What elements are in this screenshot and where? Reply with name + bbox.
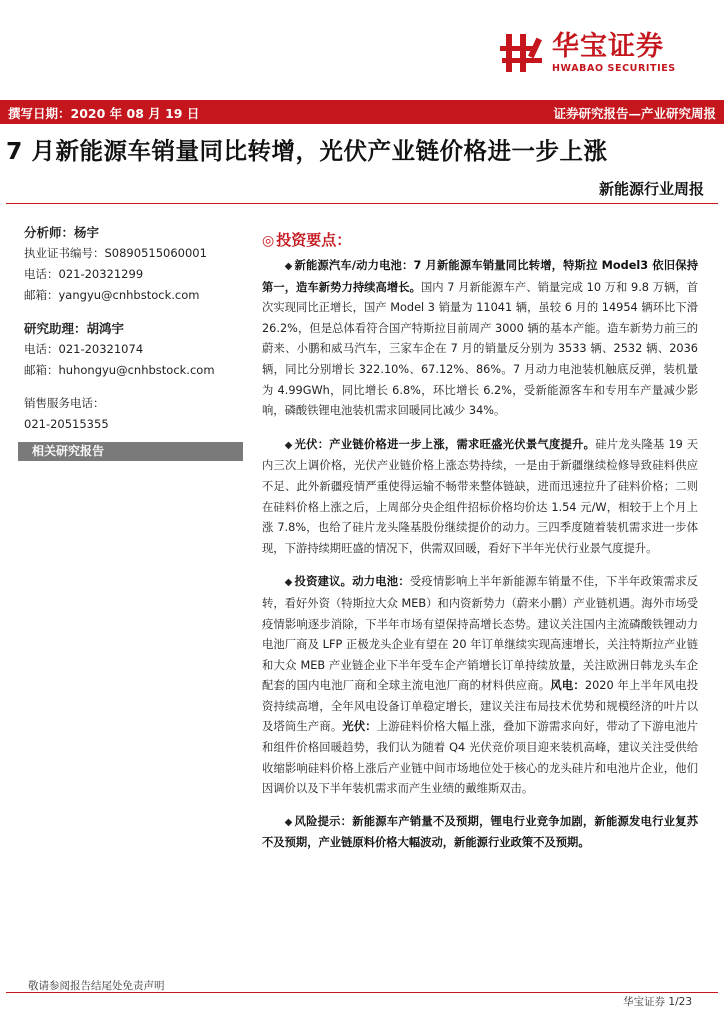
section-heading bbox=[262, 228, 698, 252]
header-meta bbox=[0, 104, 724, 124]
page-number: 华宝证券 1/23 bbox=[623, 996, 692, 1008]
wind-body: 2020 年上半年风电投资持续高增，全年风电设备订单稳定增长，建议关注布局技术优势和规模经济的叶片以及塔筒生产商。 bbox=[262, 679, 698, 734]
point-body: 国内 7 月新能源车产、销量完成 10 万和 9.8 万辆，首次实现同比正增长，国产 Model 3 销量为 11041 辆，虽较 6 月的 14954 辆环比下滑 26.2%，但是总体看符合国产特斯拉目前周产 3000 辆的基本产能。造车新势力前三的蔚来、小鹏和威马汽车，三家车企在 7 月的销量反分别为 3533 辆、2532 辆、2036 辆，同比分别增长 322.10%、67.12%、86%。7 月动力电池装机触底反弹，装机量为 4.99GWh，同比增长 6.8%，环比增长 6.2%，受新能源客车和专用车产量减少影响，磷酸铁锂电池装机需求回暖同比减少 34%。 bbox=[262, 280, 698, 418]
report-subtitle: 新能源行业周报 bbox=[598, 180, 704, 198]
pv-body: 上游硅料价格大幅上涨，叠加下游需求向好，带动了下游电池片和组件价格回暖趋势，我们认为随着 Q4 光伏竞价项目迎来装机高峰，建议关注受供给收缩影响硅料价格上涨后产业链中间市场地位处于核心的龙头硅片和电池片企业，他们因调价以及下半年装机需求而产生业绩的戴维斯双击。 bbox=[262, 720, 698, 796]
report-date: 撰写日期：2020 年 08 月 19 日 bbox=[8, 106, 200, 121]
point-risk-warning bbox=[262, 812, 698, 854]
diamond-bullet-icon: ◆ bbox=[284, 261, 293, 272]
title-divider bbox=[6, 203, 718, 204]
logo-english-name: HWABAO SECURITIES bbox=[552, 62, 676, 74]
analyst-name: 分析师：杨宇 bbox=[24, 225, 100, 240]
report-title: 7 月新能源车销量同比转增，光伏产业链价格进一步上涨 bbox=[6, 137, 608, 165]
diamond-bullet-icon: ◆ bbox=[284, 439, 293, 451]
diamond-bullet-icon: ◆ bbox=[284, 577, 293, 589]
bullseye-icon: ◎ bbox=[262, 233, 275, 249]
logo-chinese-name: 华宝证券 bbox=[552, 30, 664, 62]
report-type: 证券研究报告—产业研究周报 bbox=[553, 106, 716, 121]
analyst-phone: 电话：021-20321299 bbox=[24, 267, 144, 281]
wind-lead: 风电： bbox=[550, 679, 585, 693]
author-panel bbox=[24, 222, 244, 435]
point-lead: 风险提示：新能源车产销量不及预期，锂电行业竞争加剧，新能源发电行业复苏不及预期，产业链原料价格大幅波动，新能源行业政策不及预期。 bbox=[262, 814, 698, 850]
assistant-phone: 电话：021-20321074 bbox=[24, 342, 144, 356]
point-lead: 新能源汽车/动力电池：7 月新能源车销量同比转增，特斯拉 Model3 依旧保持第一，造车新势力持续高增长。 bbox=[262, 259, 698, 294]
point-body: 受疫情影响上半年新能源车销量不佳，下半年政策需求反转，看好外资（特斯拉大众 MEB）和内资新势力（蔚来小鹏）产业链机遇。海外市场受疫情影响逐步消除，下半年市场有望保持高增长态势。建议关注国内主流磷酸铁锂动力电池厂商及 LFP 正极龙头企业有望在 20 年订单继续实现高速增长，关注特斯拉产业链和大众 MEB 产业链企业下半年受车企产销增长订单持续放量，关注欧洲日韩龙头车企配套的国内电池厂商和全球主流电池厂商的材料供应商。 bbox=[262, 575, 698, 693]
assistant-email[interactable]: 邮箱：huhongyu@cnhbstock.com bbox=[24, 363, 215, 377]
sales-phone: 021-20515355 bbox=[24, 417, 109, 431]
point-investment-advice bbox=[262, 572, 698, 800]
investment-highlights bbox=[262, 228, 698, 854]
related-reports-header: 相关研究报告 bbox=[18, 442, 243, 461]
assistant-name: 研究助理：胡鸿宇 bbox=[24, 321, 125, 336]
diamond-bullet-icon: ◆ bbox=[284, 816, 293, 828]
disclaimer-note: 敬请参阅报告结尾处免责声明 bbox=[28, 980, 165, 992]
point-photovoltaic bbox=[262, 435, 698, 560]
hwabao-logo-icon bbox=[500, 30, 546, 76]
point-lead: 投资建议。动力电池： bbox=[294, 575, 410, 589]
analyst-certificate: 执业证书编号：S0890515060001 bbox=[24, 246, 207, 260]
pv-lead: 光伏： bbox=[342, 720, 377, 734]
analyst-email[interactable]: 邮箱：yangyu@cnhbstock.com bbox=[24, 288, 200, 302]
point-body: 硅片龙头隆基 19 天内三次上调价格，光伏产业链价格上涨态势持续，一是由于新疆继续检修导致硅料供应不足、此外新疆疫情严重使得运输不畅带来整体链缺，进而迅速拉升了硅料价格；二则在硅料价格上涨之后，上周部分央企组件招标价格均价达 1.54 元/W，相较于上个月上涨 7.8%，也给了硅片龙头隆基股份继续提价的动力。三四季度随着装机需求进一步体现，下游持续期旺盛的情况下，供需双回暖，看好下半年光伏行业景气度提升。 bbox=[262, 437, 698, 555]
point-ev-battery bbox=[262, 256, 698, 422]
company-logo bbox=[500, 30, 676, 76]
sales-label: 销售服务电话： bbox=[24, 396, 105, 410]
footer-divider bbox=[6, 992, 718, 993]
section-title: 投资要点： bbox=[276, 231, 352, 249]
point-lead: 光伏：产业链价格进一步上涨，需求旺盛光伏景气度提升。 bbox=[294, 437, 596, 451]
